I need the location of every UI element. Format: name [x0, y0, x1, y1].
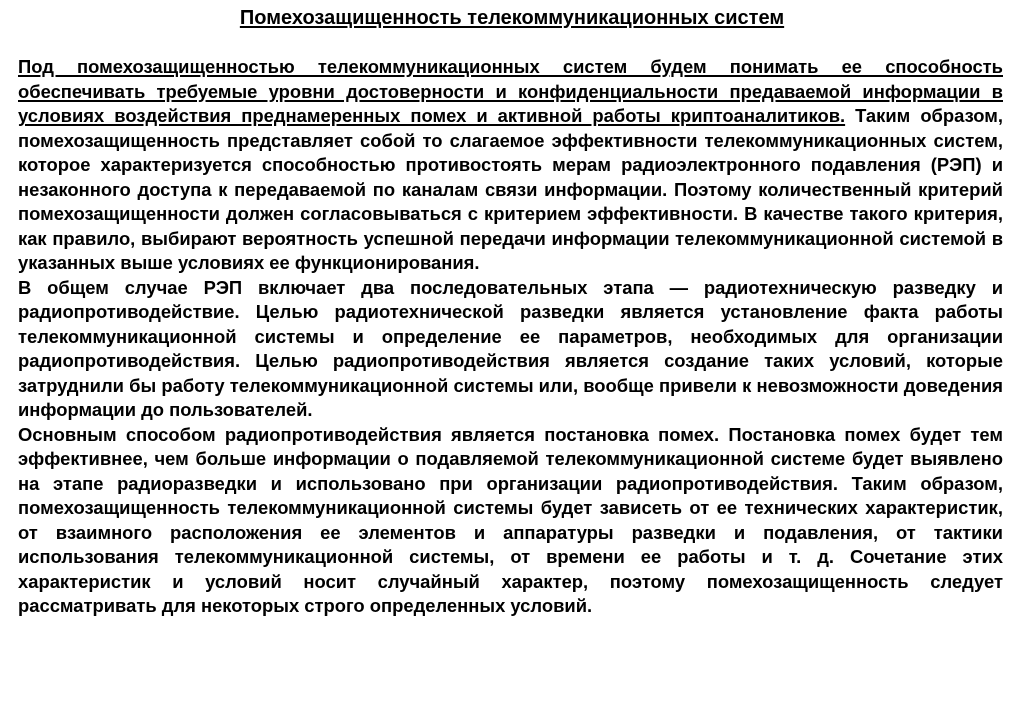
definition-rest-text: Таким образом, помехозащищенность представляет собой то слагаемое эффективности телекоммуникационных систем, которое характеризуется способностью противостоять мерам радиоэлектронного подавления (РЭП) и незаконного доступа к передаваемой по каналам связи информации. Поэтому количественный критерий помехозащищенности должен согласовываться с критерием эффективности. В качестве такого критерия, как правило, выбирают вероятность успешной передачи информации телекоммуникационной системой в указанных выше условиях ее функционирования.	[18, 105, 1003, 273]
page-title: Помехозащищенность телекоммуникационных систем	[239, 7, 785, 29]
body-text	[18, 55, 1003, 619]
paragraph-definition	[18, 55, 1003, 276]
definition-underlined-text: Под помехозащищенностью телекоммуникационных систем будем понимать ее способность обеспечивать требуемые уровни достоверности и конфиденциальности предаваемой информации в условиях воздействия преднамеренных помех и активной работы криптоаналитиков.	[18, 56, 1003, 126]
paragraph-jamming: Основным способом радиопротиводействия является постановка помех. Постановка помех будет тем эффективнее, чем больше информации о подавляемой телекоммуникационной системе будет выявлено на этапе радиоразведки и использовано при организации радиопротиводействия. Таким образом, помехозащищенность телекоммуникационной системы будет зависеть от ее технических характеристик, от взаимного расположения ее элементов и аппаратуры разведки и подавления, от тактики использования телекоммуникационной системы, от времени ее работы и т. д. Сочетание этих характеристик и условий носит случайный характер, поэтому помехозащищенность следует рассматривать для некоторых строго определенных условий.	[18, 423, 1003, 616]
paragraph-rep-stages: В общем случае РЭП включает два последовательных этапа — радиотехническую разведку и радиопротиводействие. Целью радиотехнической разведки является установление факта работы телекоммуникационной системы и определение ее параметров, необходимых для организации радиопротиводействия. Целью радиопротиводействия является создание таких условий, которые затруднили бы работу телекоммуникационной системы или, вообще привели к невозможности доведения информации до пользователей.	[18, 276, 1003, 420]
